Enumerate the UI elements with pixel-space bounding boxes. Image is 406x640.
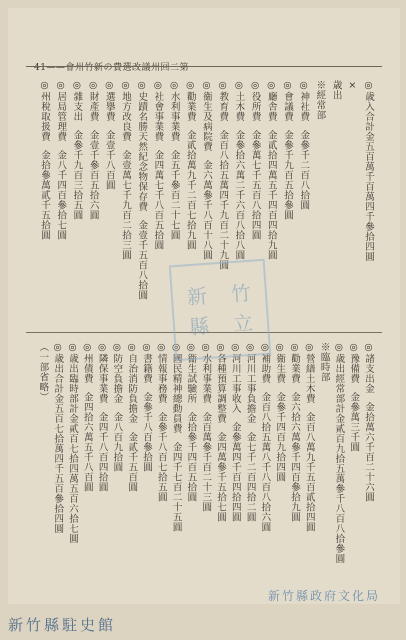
item-amount: 金四拾六萬五千八百圓 [81,391,93,492]
text-column [362,342,374,502]
item-label: ◎歳出合計金五百七拾萬四千五百參拾四圓 [52,342,64,534]
item-label: ◎社會事業費 [152,80,164,142]
item-label: ◎衞生費 [274,342,286,384]
item-label: ◎河川工事負擔金 [244,342,256,424]
item-label: ◎書籍費 [141,342,152,384]
item-amount: 金參千九百三拾五圓 [71,129,83,220]
item-label: ◎土木費 [233,80,245,122]
item-label: ◎財產費 [87,80,99,122]
item-amount: 金參千九百五拾參圓 [282,129,293,220]
text-column [273,342,285,482]
item-amount: 金參千四百九拾四圓 [274,391,286,482]
item-label: ◎國民精神總動員費 [170,342,182,434]
item-label: ◎補助費 [259,342,271,384]
item-label: （一部省略） [37,342,49,402]
header-rule [26,66,382,67]
item-amount: 金壹萬七千九百二拾三圓 [120,149,131,260]
item-amount: 金八千四百參拾七圓 [55,149,67,240]
item-label: ◎神社費 [298,80,310,122]
item-amount: 金參萬三千圓 [348,391,360,452]
item-label: ◎歳出經常部計金貳百九拾五萬參千八百八拾參圓 [333,342,345,564]
text-column [103,80,115,190]
item-amount: 金拾參萬貳千五拾圓 [39,149,50,240]
item-amount: 金參萬四千百四拾四圓 [229,421,241,522]
text-column [330,80,342,100]
item-label: ◎歳入合計金五百萬千百萬四千參拾四圓 [363,80,374,262]
text-column [332,342,344,564]
item-label: ◎歳出臨時部計金貳百七拾四萬五百六拾七圓 [67,342,78,544]
item-label: ◎諸支出金 [363,342,374,394]
text-column [200,80,212,260]
seal-char: 竹 [230,280,252,307]
text-column [184,342,196,502]
text-column [318,342,330,382]
item-label: ※經常部 [314,80,326,120]
item-amount: 金四萬七千八百五拾圓 [152,149,164,250]
item-label: ◎豫備費 [348,342,360,384]
item-amount: 金拾參千四百五拾圓 [185,411,197,502]
item-amount: 金貳拾萬九千二百七拾九圓 [184,129,196,250]
text-column [96,342,108,492]
item-label: ◎勸業費 [184,80,196,122]
text-column [87,80,99,220]
item-amount: 金百八萬九千五百貳拾四圓 [303,411,315,532]
item-amount: 金拾萬六千百二十六圓 [363,401,374,502]
item-label: ◎雜支出 [71,80,83,122]
text-column [70,80,82,220]
text-column [265,80,277,260]
text-column [258,342,270,532]
header-dash: —— [46,63,66,73]
item-amount: 金參拾六萬二千六百八拾八圓 [233,129,245,260]
text-column [229,342,241,522]
item-label: ◎居局管理費 [55,80,67,142]
text-column [66,342,78,544]
item-label: ◎勸業費 [289,342,300,384]
item-label: ◎選擧費 [103,80,115,122]
text-column [155,342,167,502]
watermark-archive: 新竹縣駐史館 [8,616,117,634]
item-amount: 金壹千五百八拾圓 [136,219,148,300]
text-column [281,80,293,220]
item-amount: 金六拾六萬參千四百參拾九圓 [289,391,300,522]
text-column [125,342,137,492]
item-amount: 金四千八百四拾圓 [96,411,108,492]
item-amount: 金六萬參千八百十八圓 [201,159,212,260]
item-label: ◎情報事務費 [155,342,167,404]
item-amount: 金貳拾四萬五千四百四拾九圓 [265,129,277,260]
item-amount: 金八百九拾圓 [111,411,123,472]
item-label: ◎廳舎費 [265,80,277,122]
text-column [54,80,66,240]
text-column [214,342,226,522]
item-label: ◎州稅取扱費 [39,80,50,142]
text-column [232,80,244,260]
item-label: ◎史蹟名勝天然紀念物保存費 [136,80,148,212]
text-column [38,80,50,240]
item-label: ◎自治消防負擔金 [126,342,138,424]
item-label: 歳出 [330,80,342,100]
item-amount: 金參千八百參拾圓 [141,391,152,472]
item-label: ◎衞生及病院費 [201,80,212,152]
text-column [216,80,228,270]
page-number: 41 [34,63,47,73]
item-label: ◎衞生試驗所 [185,342,197,404]
item-label: ◎役所費 [249,80,261,122]
seal-char: 新 [186,283,208,310]
item-amount: 金參千二百八拾圓 [298,129,310,210]
text-column [36,342,48,402]
text-column [362,80,374,262]
text-column [297,80,309,210]
text-column [288,342,300,522]
item-amount: 金五千參百二十七圓 [168,149,180,240]
item-amount: 金百萬參千百二十三圓 [200,411,212,512]
item-label: ◎會議費 [282,80,293,122]
seal-stamp [169,259,271,361]
item-label: ◎營繕土木費 [303,342,315,404]
text-column [184,80,196,250]
item-label: ◎河川工事收入 [229,342,241,414]
item-amount: 金貳千五百圓 [126,431,138,492]
item-amount: 金百八拾五萬八千八百八拾六圓 [259,391,271,532]
text-column [170,342,182,532]
item-amount: 金參千八百七拾五圓 [155,411,167,502]
item-label: × [346,80,358,92]
text-column [303,342,315,532]
item-amount: 金七千二百四拾二圓 [244,431,256,522]
text-column [81,342,93,492]
text-column [244,342,256,522]
item-amount: 金四萬參千五拾七圓 [215,431,226,522]
text-column [347,342,359,452]
text-column [313,80,325,120]
text-column [346,80,358,92]
item-label: ◎水利事業費 [200,342,212,404]
running-title: 會州竹新の費選改議州回二第 [65,63,189,73]
text-column [110,342,122,472]
item-label: ◎隣保事業費 [96,342,108,404]
text-column [140,342,152,472]
item-amount: 金壹千參百五拾六圓 [87,129,99,220]
text-column [51,342,63,534]
seal-char: 立 [232,310,254,337]
text-column [135,80,147,300]
item-label: ◎地方改良費 [120,80,131,142]
text-column [249,80,261,240]
item-label: ◎防空負擔金 [111,342,123,404]
item-label: ◎州債費 [81,342,93,384]
seal-char: 縣 [188,313,210,340]
text-column [119,80,131,260]
text-column [168,80,180,240]
text-column [199,342,211,512]
item-amount: 金壹千八百圓 [103,129,115,190]
text-column [151,80,163,250]
item-amount: 金四千七百二十五圓 [170,441,182,532]
watermark-culture-bureau: 新竹縣政府文化局 [267,589,380,603]
item-label: ◎水利事業費 [168,80,180,142]
item-amount: 金百八拾五萬四千九百二十九圓 [217,129,229,270]
item-label: ◎教育費 [217,80,229,122]
item-amount: 金參萬七千五百八拾四圓 [249,129,261,240]
item-label: ※臨時部 [318,342,330,382]
item-label: ◎各種預算調整費 [215,342,226,424]
